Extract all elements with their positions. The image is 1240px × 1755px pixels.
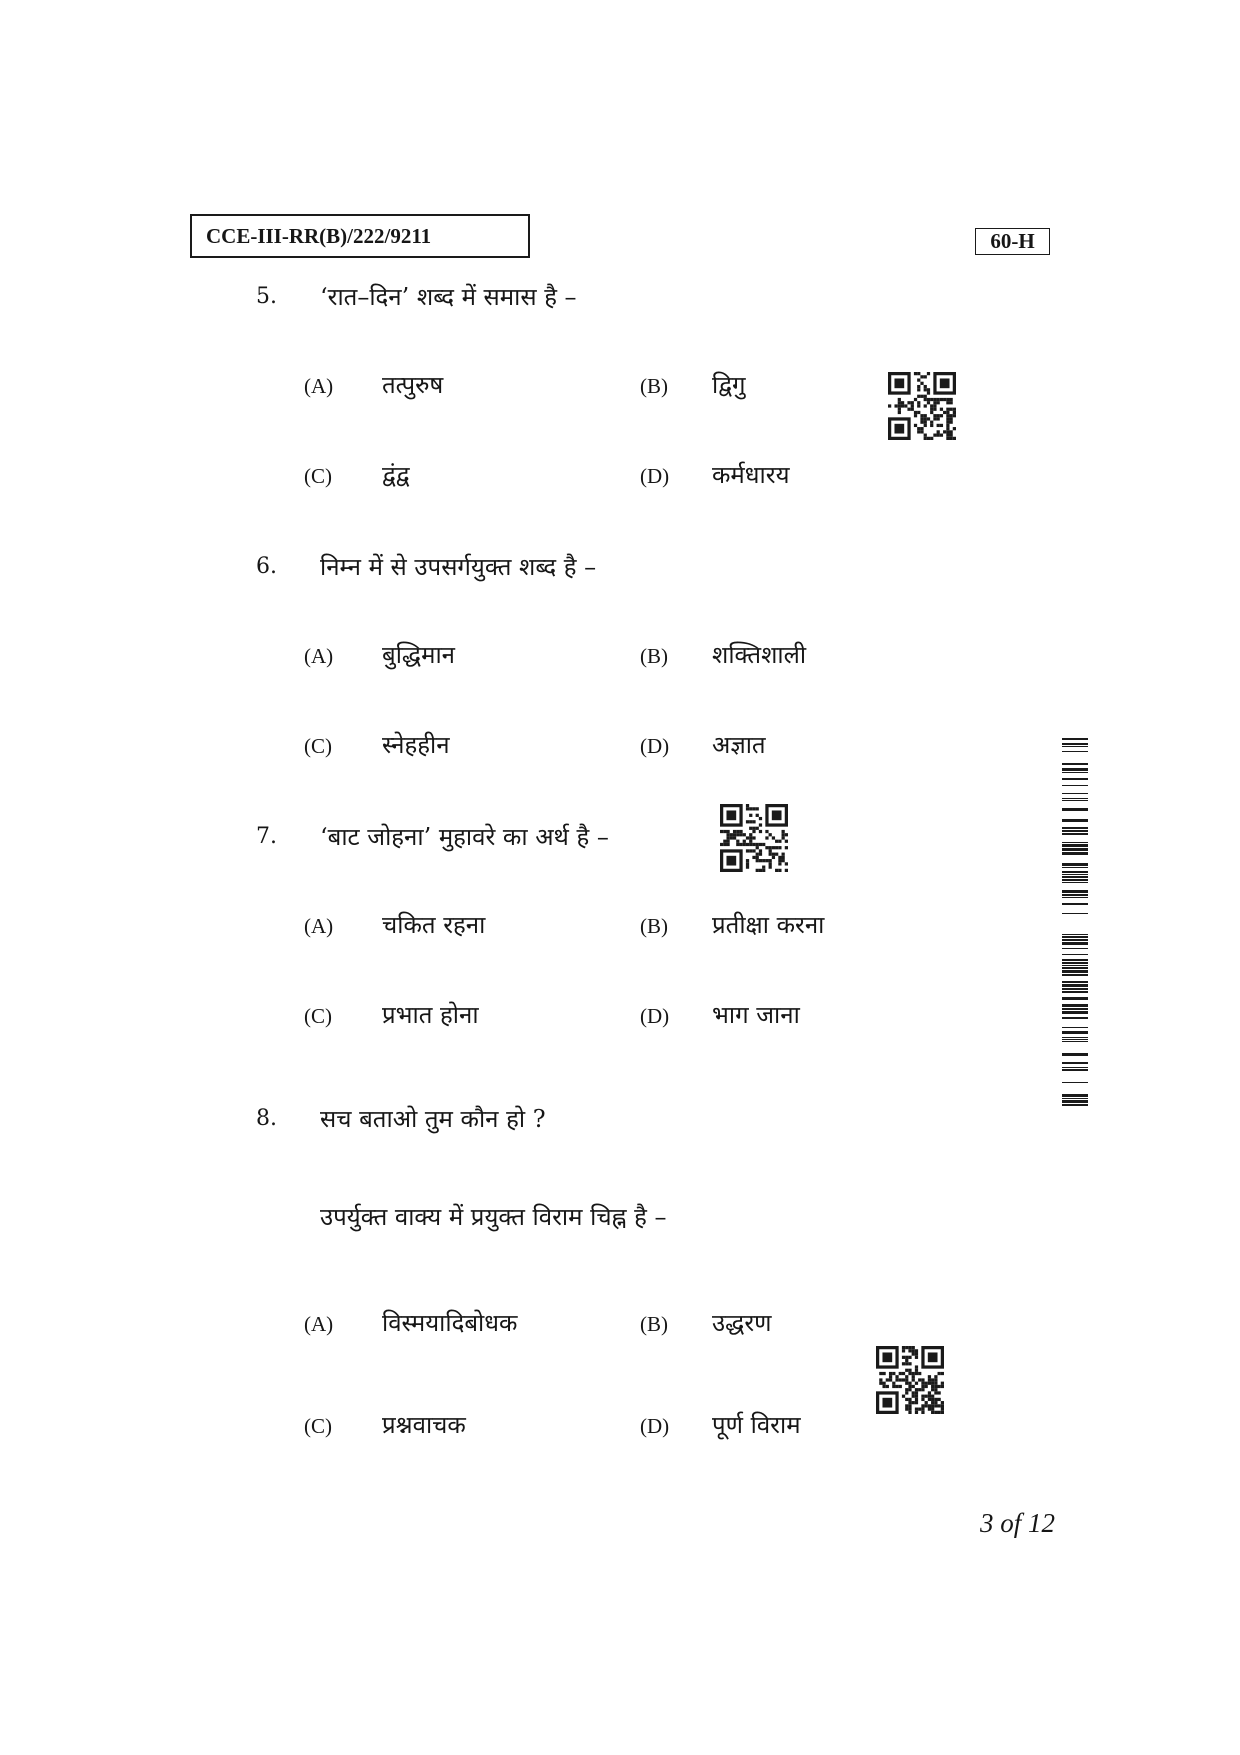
- option-label: (A): [304, 1312, 334, 1336]
- question-subtext: उपर्युक्त वाक्य में प्रयुक्त विराम चिह्न है –: [320, 1203, 667, 1231]
- option-text: स्नेहहीन: [382, 731, 450, 759]
- option-label: (C): [304, 1414, 332, 1438]
- option-text: शक्तिशाली: [712, 641, 807, 669]
- option-label: (D): [640, 734, 670, 758]
- question-number: 6.: [256, 554, 277, 579]
- option-label: (A): [304, 644, 334, 668]
- option-text: प्रश्नवाचक: [382, 1411, 466, 1439]
- question-text: ‘रात–दिन’ शब्द में समास है –: [320, 283, 577, 311]
- option-label: (C): [304, 1004, 332, 1028]
- page-indicator: 3 of 12: [979, 1508, 1055, 1538]
- question-text: निम्न में से उपसर्गयुक्त शब्द है –: [320, 553, 597, 581]
- option-text: भाग जाना: [712, 1001, 800, 1029]
- question-number: 8.: [256, 1106, 277, 1131]
- option-label: (A): [304, 374, 334, 398]
- option-text: उद्धरण: [712, 1309, 772, 1337]
- option-label: (C): [304, 734, 332, 758]
- option-label: (B): [640, 914, 668, 938]
- option-label: (B): [640, 374, 668, 398]
- question-number: 7.: [256, 824, 277, 849]
- option-label: (D): [640, 1414, 670, 1438]
- option-label: (B): [640, 1312, 668, 1336]
- option-text: द्विगु: [712, 371, 746, 399]
- option-text: विस्मयादिबोधक: [382, 1309, 518, 1337]
- barcode-icon: [1062, 738, 1088, 1108]
- exam-code: CCE-III-RR(B)/222/9211: [190, 214, 530, 258]
- option-text: प्रभात होना: [382, 1001, 479, 1029]
- question-text: सच बताओ तुम कौन हो ?: [320, 1105, 546, 1133]
- question-text: ‘बाट जोहना’ मुहावरे का अर्थ है –: [320, 823, 609, 851]
- option-text: कर्मधारय: [712, 461, 790, 489]
- option-label: (A): [304, 914, 334, 938]
- option-text: चकित रहना: [382, 911, 486, 939]
- option-label: (D): [640, 1004, 670, 1028]
- qr-code-icon: [888, 372, 956, 440]
- qr-code-icon: [720, 804, 788, 872]
- qr-code-icon: [876, 1346, 944, 1414]
- option-label: (D): [640, 464, 670, 488]
- question-number: 5.: [256, 284, 277, 309]
- option-label: (C): [304, 464, 332, 488]
- option-text: प्रतीक्षा करना: [712, 911, 825, 939]
- option-text: पूर्ण विराम: [712, 1411, 801, 1439]
- paper-code: 60-H: [975, 228, 1050, 255]
- option-text: द्वंद्व: [382, 461, 410, 489]
- option-text: बुद्धिमान: [382, 641, 455, 669]
- option-label: (B): [640, 644, 668, 668]
- option-text: तत्पुरुष: [382, 371, 444, 399]
- option-text: अज्ञात: [712, 731, 766, 759]
